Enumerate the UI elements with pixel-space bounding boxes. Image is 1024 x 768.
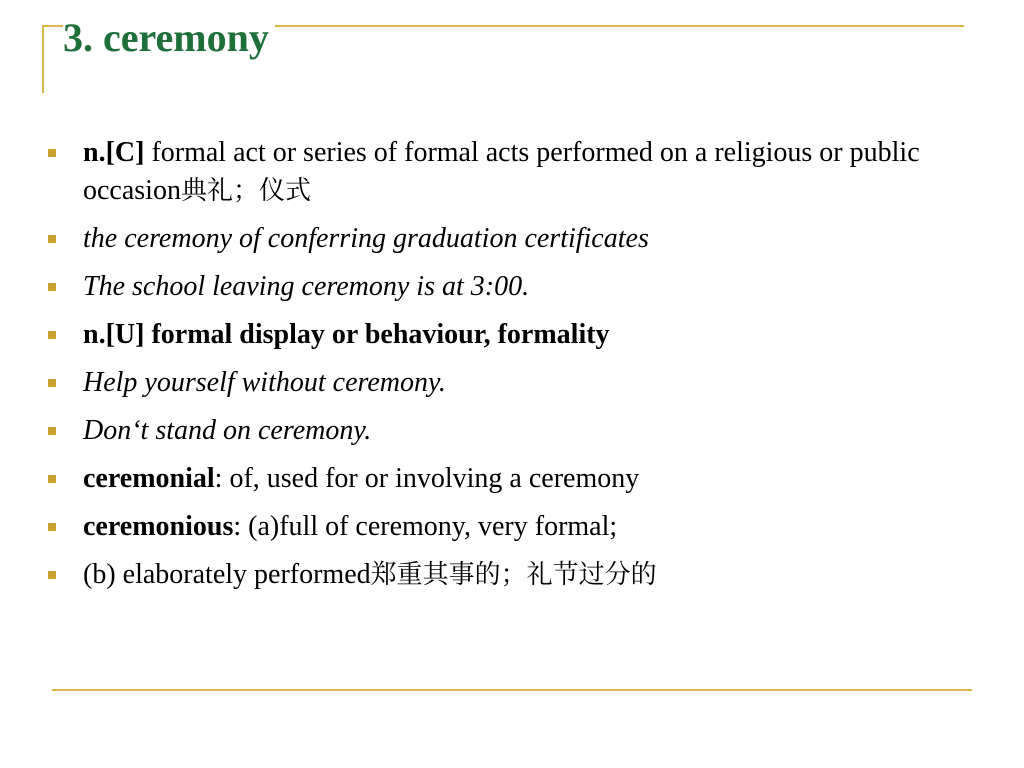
chinese-gloss: 典礼；仪式 bbox=[180, 176, 311, 206]
bullet-item bbox=[48, 268, 928, 306]
bottom-rule bbox=[52, 689, 972, 691]
definition-term: n.[C] bbox=[83, 137, 145, 168]
bullet-list bbox=[48, 134, 928, 604]
example-sentence: Help yourself without ceremony. bbox=[83, 367, 446, 398]
square-bullet-icon bbox=[48, 379, 56, 387]
bullet-item bbox=[48, 412, 928, 450]
slide-title: 3. ceremony bbox=[63, 12, 275, 64]
definition-text: : (a)full of ceremony, very formal; bbox=[233, 511, 618, 542]
example-sentence: The school leaving ceremony is at 3:00. bbox=[83, 271, 530, 302]
definition-text: : of, used for or involving a ceremony bbox=[214, 463, 640, 494]
left-rule bbox=[42, 25, 44, 93]
example-sentence: the ceremony of conferring graduation certificates bbox=[83, 223, 649, 254]
bullet-item bbox=[48, 316, 928, 354]
square-bullet-icon bbox=[48, 523, 56, 531]
bullet-item bbox=[48, 220, 928, 258]
square-bullet-icon bbox=[48, 235, 56, 243]
chinese-gloss: 郑重其事的；礼节过分的 bbox=[370, 560, 657, 590]
bullet-item bbox=[48, 556, 928, 594]
definition-term: n.[U] formal display or behaviour, formality bbox=[83, 319, 610, 350]
bullet-item bbox=[48, 460, 928, 498]
bullet-item bbox=[48, 508, 928, 546]
definition-text: (b) elaborately performed bbox=[83, 559, 371, 590]
square-bullet-icon bbox=[48, 475, 56, 483]
square-bullet-icon bbox=[48, 427, 56, 435]
bullet-item bbox=[48, 364, 928, 402]
example-sentence: Don‘t stand on ceremony. bbox=[83, 415, 372, 446]
definition-term: ceremonious bbox=[83, 511, 234, 542]
square-bullet-icon bbox=[48, 331, 56, 339]
square-bullet-icon bbox=[48, 283, 56, 291]
definition-text: formal act or series of formal acts performed on a religious or public occasion bbox=[83, 137, 920, 206]
bullet-item bbox=[48, 134, 928, 210]
definition-term: ceremonial bbox=[83, 463, 215, 494]
square-bullet-icon bbox=[48, 149, 56, 157]
square-bullet-icon bbox=[48, 571, 56, 579]
